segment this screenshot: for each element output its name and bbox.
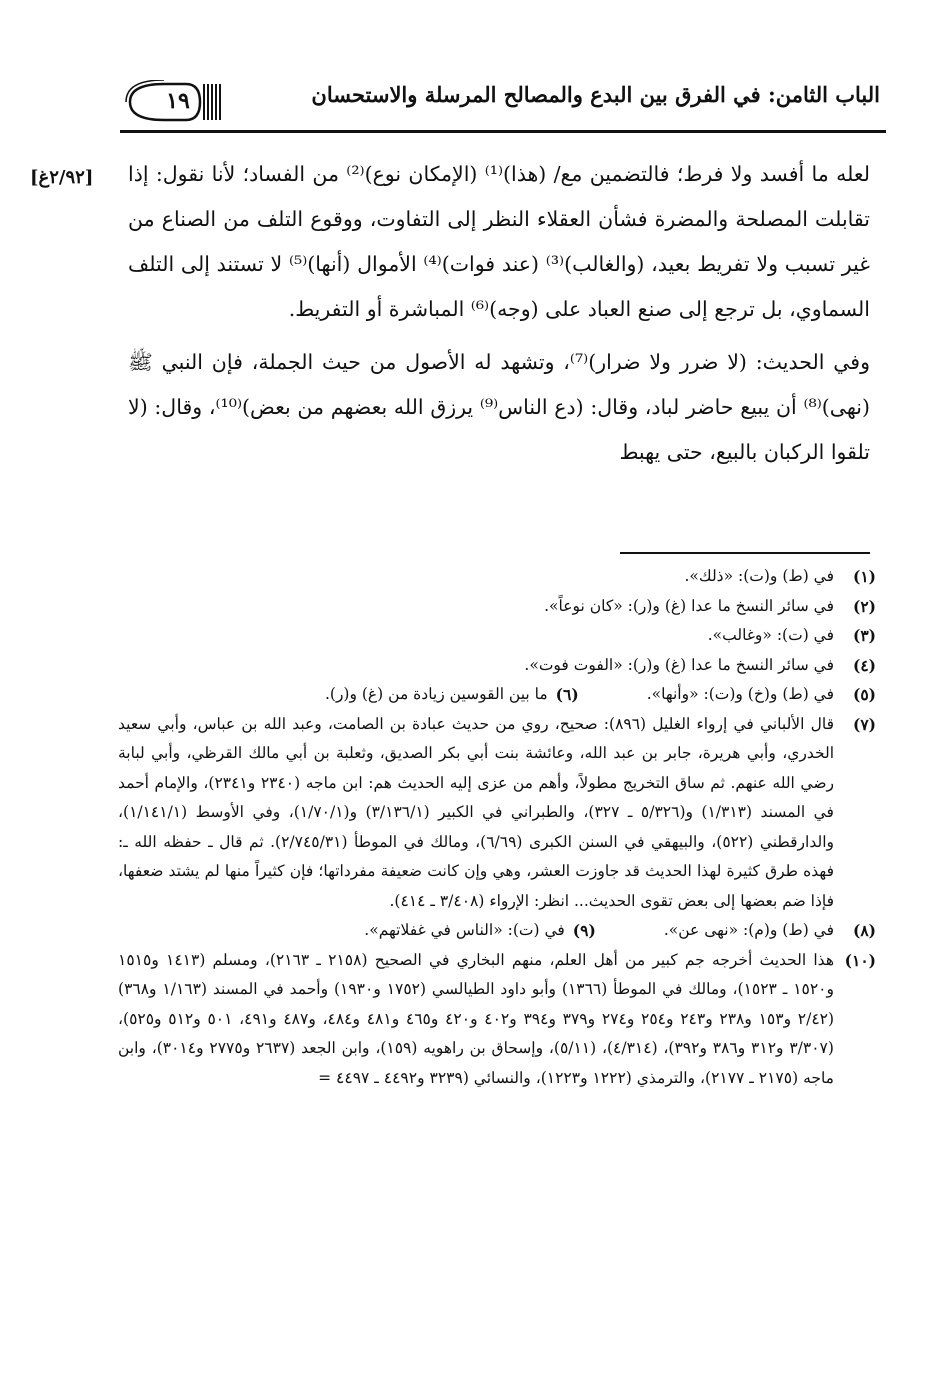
footnote-text: في سائر النسخ ما عدا (غ) و(ر): «كان نوعاً». <box>544 596 834 615</box>
footnote-2 <box>118 592 876 622</box>
footnote-number: (٣) <box>852 626 876 645</box>
footnote-3 <box>118 621 876 651</box>
footnote-text: هذا الحديث أخرجه جم كبير من أهل العلم، منهم البخاري في الصحيح (٢١٥٨ ـ ٢١٦٣)، ومسلم (١٤١٣ و١٥١٥ و١٥٢٠ ـ ١٥٢٣)، ومالك في الموطأ (١٣٦٦) وأبو داود الطيالسي (١٧٥٢ و١٩٣٠) وأحمد في المسند (١/١٦٣ و٣٦٨) (٢/٤٢ و١٥٣ و٢٣٨ و٢٤٣ و٢٥٤ و٢٧٤ و٣٧٩ و٣٩٤ و٤٠٢ و٤٢٠ و٤٦٥ و٤٨١ و٤٨٤، و٤٨٧ و٤٩١، ٥٠١ و٥١٢ و٥٢٥)، (٣/٣٠٧ و٣١٢ و٣٨٦ و٣٩٢)، (٤/٣١٤)، (٥/١١)، وإسحاق بن راهويه (١٥٩)، وابن الجعد (٢٦٣٧ و٢٧٧٥ و٣٠١٤)، وابن ماجه (٢١٧٥ ـ ٢١٧٧)، والترمذي (١٢٢٢ و١٢٢٣)، والنسائي (٣٢٣٩ و٤٤٩٢ ـ ٤٤٩٧ = <box>118 950 835 1087</box>
footnote-number: (٥) <box>852 685 876 704</box>
page-number: ١٩ <box>166 88 190 114</box>
manuscript-page-marker: [٢/٩٢غ] <box>30 167 94 188</box>
paragraph-2: وفي الحديث: (لا ضرر ولا ضرار)⁽⁷⁾، وتشهد له الأصول من حيث الجملة، فإن النبي ﷺ (نهى)⁽⁸⁾ أن يبيع حاضر لباد، وقال: (دع الناس⁽⁹⁾ يرزق الله بعضهم من بعض)⁽¹⁰⁾، وقال: (لا تلقوا الركبان بالبيع، حتى يهبط <box>128 350 870 464</box>
footnote-number: (٩) <box>572 921 596 940</box>
footnote-text: ما بين القوسين زيادة من (غ) و(ر). <box>324 685 548 703</box>
footnote-4 <box>118 651 876 681</box>
footnote-number: (١٠) <box>844 950 876 970</box>
footnote-number: (١) <box>852 567 876 586</box>
footnote-text: في (ت): «وغالب». <box>707 626 834 644</box>
footnote-text: في (ط) و(م): «نهى عن». <box>663 921 834 939</box>
header-divider <box>120 130 886 133</box>
footnote-1 <box>118 562 876 592</box>
footnote-text: في سائر النسخ ما عدا (غ) و(ر): «الفوت فوت». <box>524 655 834 674</box>
chapter-title: الباب الثامن: في الفرق بين البدع والمصالح المرسلة والاستحسان <box>311 82 880 107</box>
footnote-text: قال الألباني في إرواء الغليل (٨٩٦): صحيح، روي من حديث عبادة بن الصامت، وعبد الله بن عباس، وأبي سعيد الخدري، وأبي هريرة، جابر بن عبد الله، وعائشة بنت أبي بكر الصديق، وثعلبة بن أبي مالك القرظي، وأبي لبابة رضي الله عنهم. ثم ساق التخريج مطولاً، وأهم من عزى إليه الحديث هم: ابن ماجه (٢٣٤٠ و٢٣٤١)، والإمام أحمد في المسند (١/٣١٣) و(٥/٣٢٦ ـ ٣٢٧)، والطبراني في الكبير (٣/١٣٦/١) و(١/٧٠/١)، وفي الأوسط (١/١٤١/١)، والدارقطني (٥٢٢)، والبيهقي في السنن الكبرى (٦/٦٩)، ومالك في الموطأ (٢/٧٤٥/٣١). ثم قال ـ حفظه الله ـ: فهذه طرق كثيرة لهذا الحديث قد جاوزت العشر، وهي وإن كانت ضعيفة مفرداتها؛ فإن كثيراً منها لم يشتد ضعفها، فإذا ضم بعضها إلى بعض تقوى الحديث... انظر: الإرواء (٣/٤٠٨ ـ ٤١٤). <box>118 714 834 910</box>
footnote-number: (٦) <box>555 685 579 704</box>
footnote-number: (٤) <box>852 655 876 675</box>
footnote-7 <box>118 710 876 917</box>
footnote-text: في (ت): «الناس في غفلاتهم». <box>364 921 565 939</box>
footnotes <box>118 562 876 1093</box>
footnote-8-9 <box>118 916 876 946</box>
footnote-text: في (ط) و(خ) و(ت): «وأنها». <box>646 685 834 703</box>
footnote-5-6 <box>118 680 876 710</box>
main-text <box>128 152 870 483</box>
footnote-10 <box>118 946 876 1094</box>
footnote-separator <box>620 552 870 554</box>
footnote-number: (٢) <box>852 596 876 616</box>
footnote-text: في (ط) و(ت): «ذلك». <box>684 567 834 585</box>
footnote-number: (٨) <box>852 921 876 940</box>
footnote-number: (٧) <box>852 714 876 734</box>
paragraph-1: لعله ما أفسد ولا فرط؛ فالتضمين مع/ (هذا)⁽¹⁾ (الإمكان نوع)⁽²⁾ من الفساد؛ لأنا نقول: إذا تقابلت المصلحة والمضرة فشأن العقلاء النظر إلى التفاوت، ووقوع التلف من الصناع من غير تسبب ولا تفريط بعيد، (والغالب)⁽³⁾ (عند فوات)⁽⁴⁾ الأموال (أنها)⁽⁵⁾ لا تستند إلى التلف السماوي، بل ترجع إلى صنع العباد على (وجه)⁽⁶⁾ المباشرة أو التفريط. <box>128 162 871 321</box>
